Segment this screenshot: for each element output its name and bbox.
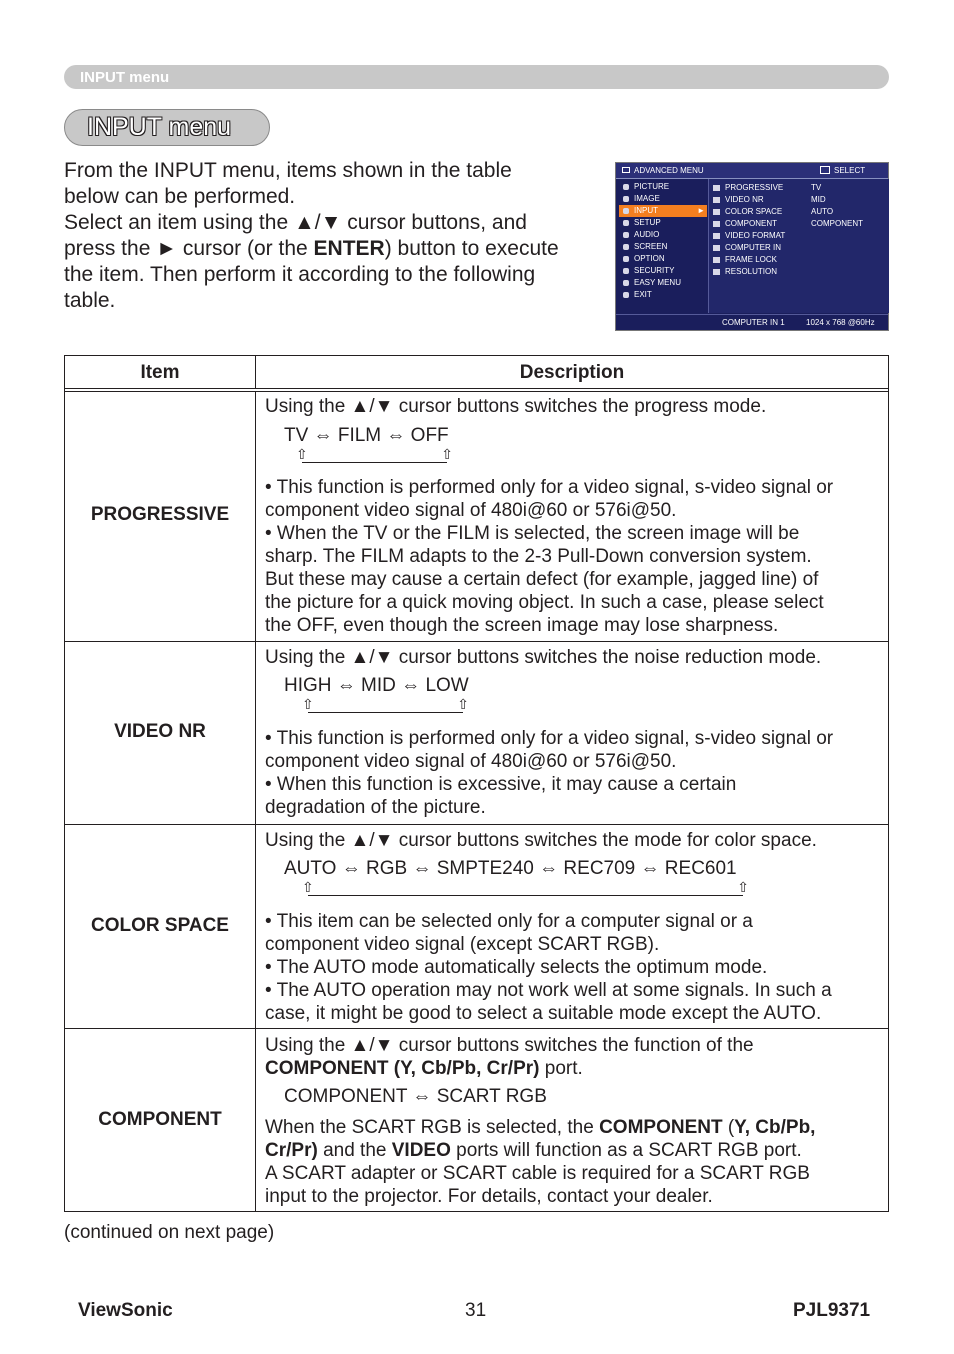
- row-divider: [65, 824, 888, 825]
- item-color-space: COLOR SPACE: [91, 915, 229, 936]
- audio-icon: [623, 232, 629, 238]
- osd-menu-label: OPTION: [634, 254, 665, 263]
- desc-line: • This function is performed only for a video signal, s-video signal or: [265, 728, 834, 749]
- osd-sub-item: [713, 182, 883, 194]
- desc-bold-part: Y, Cb/Pb,: [734, 1117, 816, 1138]
- osd-main-menu: [619, 181, 707, 301]
- intro-line: [64, 236, 609, 262]
- desc-progressive-notes: [265, 476, 883, 637]
- video-nr-icon: [713, 197, 720, 203]
- desc-text-part: When the SCART RGB is selected, the: [265, 1117, 600, 1138]
- desc-line: [265, 1139, 883, 1162]
- desc-line: component video signal of 480i@60 or 576i@50.: [265, 751, 677, 772]
- continued-note: (continued on next page): [64, 1222, 275, 1243]
- color-space-cycle: AUTO ⇔ RGB ⇔ SMPTE240 ⇔ REC709 ⇔ REC601: [284, 858, 737, 879]
- osd-sub-value: MID: [811, 195, 826, 204]
- osd-sub-label: RESOLUTION: [725, 267, 778, 276]
- resolution-icon: [713, 269, 720, 275]
- row-divider: [65, 641, 888, 642]
- loop-arrow-icon: ⇧: [302, 696, 314, 712]
- desc-component-intro: [265, 1034, 883, 1080]
- intro-text-part: ) button to execute: [384, 237, 559, 260]
- osd-submenu: [708, 179, 889, 313]
- osd-sub-label: COMPONENT: [725, 219, 777, 228]
- progressive-cycle: TV ⇔ FILM ⇔ OFF: [284, 425, 449, 446]
- row-divider: [65, 1028, 888, 1029]
- menu-icon: [622, 167, 630, 173]
- desc-bold-part: VIDEO: [391, 1140, 451, 1161]
- screen-icon: [623, 244, 629, 250]
- component-icon: [713, 221, 720, 227]
- osd-menu-item: [619, 253, 707, 265]
- osd-sub-item: [713, 218, 883, 230]
- osd-menu-label: SETUP: [634, 218, 661, 227]
- item-component: COMPONENT: [98, 1109, 222, 1130]
- osd-sub-item: [713, 266, 883, 278]
- osd-sub-label: VIDEO FORMAT: [725, 231, 786, 240]
- cycle-loop: [296, 446, 453, 463]
- osd-menu-label: SCREEN: [634, 242, 668, 251]
- image-icon: [623, 196, 629, 202]
- section-title-label: INPUT menu: [87, 113, 232, 141]
- column-divider: [255, 356, 256, 1211]
- header-bar-label: INPUT menu: [80, 69, 170, 86]
- section-title: [64, 109, 270, 146]
- desc-line: A SCART adapter or SCART cable is required for a SCART RGB: [265, 1163, 810, 1184]
- exit-icon: [623, 292, 629, 298]
- osd-menu-label: EASY MENU: [634, 278, 681, 287]
- progressive-icon: [713, 185, 720, 191]
- desc-line: sharp. The FILM adapts to the 2-3 Pull-Down conversion system.: [265, 546, 812, 567]
- osd-menu-item: [619, 289, 707, 301]
- osd-menu-label: IMAGE: [634, 194, 660, 203]
- desc-line: [265, 1057, 883, 1080]
- footer-model: PJL9371: [793, 1300, 871, 1321]
- osd-menu-item: [619, 181, 707, 193]
- osd-sub-item: [713, 242, 883, 254]
- column-header-item: Item: [140, 362, 180, 383]
- projector-menu-screenshot: [615, 162, 889, 331]
- osd-title: ADVANCED MENU: [634, 166, 704, 175]
- header-divider: [65, 388, 888, 392]
- enter-keyword: ENTER: [313, 237, 385, 260]
- osd-menu-item: [619, 193, 707, 205]
- desc-line: degradation of the picture.: [265, 797, 486, 818]
- loop-arrow-icon: ⇧: [302, 879, 314, 895]
- osd-sub-label: COLOR SPACE: [725, 207, 783, 216]
- footer-brand: ViewSonic: [78, 1300, 173, 1321]
- security-icon: [623, 268, 629, 274]
- osd-sub-label: VIDEO NR: [725, 195, 764, 204]
- component-port-name: COMPONENT (Y, Cb/Pb, Cr/Pr): [265, 1058, 540, 1079]
- desc-line: • When the TV or the FILM is selected, the screen image will be: [265, 523, 800, 544]
- option-icon: [623, 256, 629, 262]
- osd-sub-item: [713, 194, 883, 206]
- osd-sub-item: [713, 230, 883, 242]
- desc-bold-part: Cr/Pr): [265, 1140, 318, 1161]
- cycle-loop: [302, 879, 749, 896]
- desc-text-part: and the: [317, 1140, 392, 1161]
- osd-menu-label: INPUT: [634, 206, 658, 215]
- desc-text-part: (: [722, 1117, 735, 1138]
- osd-header: [616, 163, 888, 179]
- picture-icon: [623, 184, 629, 190]
- osd-menu-label: EXIT: [634, 290, 652, 299]
- intro-line: From the INPUT menu, items shown in the table: [64, 159, 512, 182]
- desc-color-space-intro: Using the ▲/▼ cursor buttons switches the mode for color space.: [265, 830, 817, 851]
- osd-footer: [616, 314, 888, 331]
- desc-line: the picture for a quick moving object. In such a case, please select: [265, 592, 824, 613]
- intro-line: the item. Then perform it according to the following: [64, 263, 536, 286]
- osd-menu-label: SECURITY: [634, 266, 675, 275]
- osd-menu-label: PICTURE: [634, 182, 670, 191]
- cycle-loop: [302, 696, 469, 713]
- osd-menu-item: [619, 241, 707, 253]
- desc-line: • The AUTO mode automatically selects the optimum mode.: [265, 957, 768, 978]
- osd-sub-item: [713, 206, 883, 218]
- desc-line: case, it might be good to select a suitable mode except the AUTO.: [265, 1003, 822, 1024]
- osd-sub-value: AUTO: [811, 207, 834, 216]
- desc-component-notes: [265, 1116, 883, 1208]
- desc-line: [265, 1116, 883, 1139]
- column-header-description: Description: [519, 362, 625, 383]
- loop-arrow-icon: ⇧: [737, 879, 749, 895]
- select-icon: [820, 166, 830, 174]
- osd-menu-item: [619, 217, 707, 229]
- input-menu-table: [64, 355, 889, 1212]
- desc-line: • The AUTO operation may not work well at some signals. In such a: [265, 980, 832, 1001]
- desc-video-nr-intro: Using the ▲/▼ cursor buttons switches the noise reduction mode.: [265, 647, 822, 668]
- intro-text-part: press the ► cursor (or the: [64, 237, 314, 260]
- desc-line: • This item can be selected only for a computer signal or a: [265, 911, 753, 932]
- computer-in-icon: [713, 245, 720, 251]
- osd-sub-value: COMPONENT: [811, 219, 863, 228]
- osd-menu-label: AUDIO: [634, 230, 660, 239]
- easy-menu-icon: [623, 280, 629, 286]
- desc-line: • When this function is excessive, it may cause a certain: [265, 774, 737, 795]
- intro-line: table.: [64, 289, 116, 312]
- desc-text-part: ports will function as a SCART RGB port.: [450, 1140, 802, 1161]
- osd-sub-label: COMPUTER IN: [725, 243, 781, 252]
- setup-icon: [623, 220, 629, 226]
- intro-line: below can be performed.: [64, 185, 296, 208]
- osd-menu-item: [619, 229, 707, 241]
- osd-menu-item: [619, 277, 707, 289]
- loop-arrow-icon: ⇧: [296, 446, 308, 462]
- right-arrow-icon: ►: [697, 206, 705, 215]
- desc-color-space-notes: [265, 910, 883, 1025]
- loop-arrow-icon: ⇧: [441, 446, 453, 462]
- desc-line: component video signal of 480i@60 or 576i@50.: [265, 500, 677, 521]
- item-progressive: PROGRESSIVE: [90, 504, 230, 525]
- component-cycle: COMPONENT ⇔ SCART RGB: [284, 1086, 547, 1107]
- desc-line: input to the projector. For details, contact your dealer.: [265, 1186, 713, 1207]
- osd-menu-item-selected: [619, 205, 707, 217]
- osd-sub-value: TV: [811, 183, 822, 192]
- footer-page-number: 31: [465, 1300, 487, 1321]
- desc-line: • This function is performed only for a video signal, s-video signal or: [265, 477, 834, 498]
- video-nr-cycle: HIGH ⇔ MID ⇔ LOW: [284, 675, 469, 696]
- osd-menu-item: [619, 265, 707, 277]
- frame-lock-icon: [713, 257, 720, 263]
- item-video-nr: VIDEO NR: [114, 721, 206, 742]
- osd-signal: 1024 x 768 @60Hz: [806, 318, 875, 327]
- video-format-icon: [713, 233, 720, 239]
- osd-sub-label: FRAME LOCK: [725, 255, 778, 264]
- desc-bold-part: COMPONENT: [599, 1117, 723, 1138]
- osd-source: COMPUTER IN 1: [722, 318, 785, 327]
- desc-line: But these may cause a certain defect (for example, jagged line) of: [265, 569, 819, 590]
- osd-sub-item: [713, 254, 883, 266]
- desc-line: component video signal (except SCART RGB).: [265, 934, 660, 955]
- osd-select: SELECT: [834, 166, 866, 175]
- desc-line: Using the ▲/▼ cursor buttons switches the function of the: [265, 1035, 754, 1056]
- desc-line: the OFF, even though the screen image may lose sharpness.: [265, 615, 779, 636]
- color-space-icon: [713, 209, 720, 215]
- input-icon: [623, 208, 629, 214]
- loop-arrow-icon: ⇧: [457, 696, 469, 712]
- osd-sub-label: PROGRESSIVE: [725, 183, 784, 192]
- intro-line: Select an item using the ▲/▼ cursor buttons, and: [64, 211, 527, 234]
- desc-video-nr-notes: [265, 727, 883, 819]
- intro-text: [64, 158, 609, 314]
- header-bar: [64, 65, 889, 89]
- desc-text-part: port.: [539, 1058, 583, 1079]
- desc-progressive-intro: Using the ▲/▼ cursor buttons switches the progress mode.: [265, 396, 767, 417]
